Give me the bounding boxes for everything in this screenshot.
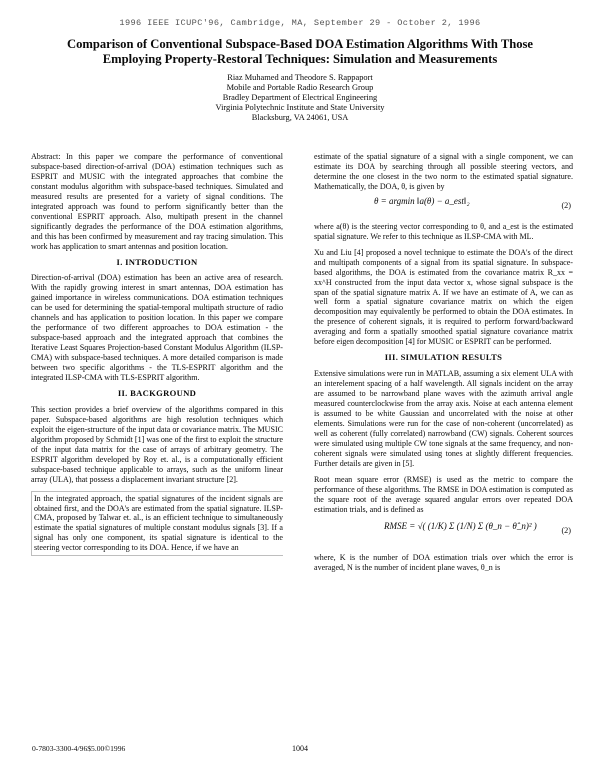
- simulation-paragraph: Extensive simulations were run in MATLAB, assuming a six element ULA with an interelement spacing of a half wavelength. All signals incident on the array are assumed to be narrowband plane waves with the azimuth arrival angle measured counterclockwise from the array axis. Noise at each antenna element is assumed to be white Gaussian and uncorrelated with the noise at other elements. Simulations were run for the case of non-coherent (uncorrelated) as well as coherent (fully correlated) narrowband (CW) signals. Coherent sources were simulated using multiple CW tone signals at the same frequency, and non-coherent signals were simulated using tones at slightly different frequencies. Further details are given in [5].: [314, 369, 573, 468]
- page-number: 1004: [292, 744, 308, 753]
- background-heading: II. BACKGROUND: [117, 387, 197, 398]
- equation-rmse: [314, 518, 573, 548]
- conference-header: 1996 IEEE ICUPC'96, Cambridge, MA, September 29 - October 2, 1996: [119, 18, 481, 28]
- author-department: Bradley Department of Electrical Engineering: [222, 93, 378, 103]
- simulation-results-heading: III. SIMULATION RESULTS: [384, 352, 503, 363]
- rmse-definition-paragraph: where, K is the number of DOA estimation trials over which the error is averaged, N is the number of incident plane waves, θ_n is: [314, 552, 573, 572]
- introduction-paragraph: Direction-of-arrival (DOA) estimation has been an active area of research. With the rapidly growing interest in smart antennas, DOA estimation has gained importance in wireless communications. DOA estimation techniques can be used for determining the spatial-temporal multipath structure of radio channels and has application to position location. In this paper we compare the performance of two different approaches to DOA estimation - the subspace-based approach and the integrated approach that combines the Iterative Least Squares Projection-based Constant Modulus Algorithm (ILSP-CMA) with subspace-based techniques. A more detailed comparison is made between two specific algorithms - the TLS-ESPRIT algorithm and the integrated ILSP-CMA with TLS-ESPRIT algorithm.: [31, 273, 283, 383]
- background-paragraph-1: This section provides a brief overview of the algorithms compared in this paper. Subspace-based algorithms are high resolution techniques which exploit the eigen-structure of the input data or covariance matrix. The MUSIC algorithm proposed by Schmidt [1] was one of the first to exploit the structure of the input data matrix for the case of arrays of arbitrary geometry. The ESPRIT algorithm developed by Roy et. al., is a computationally efficient subspace-based technique applicable to arrays, such as the uniform linear array (ULA), that possess a displacement invariant structure [2].: [31, 404, 283, 484]
- author-group: Mobile and Portable Radio Research Group: [226, 83, 374, 93]
- author-block: [100, 73, 500, 123]
- copyright-footer: 0-7803-3300-4/96$5.00©1996: [32, 744, 126, 753]
- author-university: Virginia Polytechnic Institute and State University: [215, 103, 385, 113]
- equation-rmse-number: (2): [561, 525, 571, 535]
- rmse-paragraph: Root mean square error (RMSE) is used as the metric to compare the performance of these algorithms. The RMSE in DOA estimation is computed as the square root of the average squared angular errors over repeated DOA estimation trials, and is defined as: [314, 474, 573, 514]
- equation-argmin: [314, 195, 573, 217]
- title-line-2: Employing Property-Restoral Techniques: Simulation and Measurements: [102, 51, 498, 66]
- right-column: [314, 152, 573, 578]
- equation-argmin-number: (2): [561, 200, 571, 210]
- author-location: Blacksburg, VA 24061, USA: [251, 113, 349, 123]
- paper-title: [20, 37, 580, 66]
- xu-liu-paragraph: Xu and Liu [4] proposed a novel technique to estimate the DOA's of the direct and multipath components of a signal from its spatial signature. In subspace-based algorithms, the DOA is estimated from the covariance matrix R_xx = xx^H constructed from the input data vector x, whose signal subspace is the span of the spatial signature matrix A. If we have an estimate of A, we can as well form a spatial signature covariance matrix on which the eigen decomposition may equivalently be performed to obtain the DOA estimates. In the presence of coherent signals, it is required to perform forward/backward averaging and form a spatially smoothed spatial signature covariance matrix before eigen decomposition [4] for MUSIC or ESPRIT can be performed.: [314, 247, 573, 347]
- equation-rmse-expression: RMSE = √( (1/K) Σ (1/N) Σ (θ_n − θ̂_n)² ): [384, 520, 537, 531]
- doa-estimate-paragraph: estimate of the spatial signature of a signal with a single component, we can estimate its DOA by searching through all possible steering vectors, and determine the one closest in the two norm to the estimated spatial signature. Mathematically, the DOA, θ, is given by: [314, 152, 573, 191]
- equation-argmin-expression: θ = argmin ‖a(θ) − a_est‖₂: [374, 195, 470, 206]
- steering-vector-paragraph: where a(θ) is the steering vector corresponding to θ, and a_est is the estimated spatial signature. We refer to this technique as ILSP-CMA with ML.: [314, 221, 573, 241]
- title-line-1: Comparison of Conventional Subspace-Based DOA Estimation Algorithms With Those: [66, 37, 534, 51]
- author-names: Riaz Muhamed and Theodore S. Rappaport: [227, 73, 373, 82]
- left-column: [31, 152, 283, 562]
- abstract-paragraph: Abstract: In this paper we compare the performance of conventional subspace-based direction-of-arrival (DOA) estimation techniques such as ESPRIT and MUSIC with the integrated approaches that combine the constant modulus algorithm with subspace-based techniques. Simulated and measured results are presented for a variety of signal conditions. The integrated approach was found to perform significantly better than the conventional ESPRIT approach. Also, multipath present in the channel significantly degrades the performance of the DOA estimation algorithms, and this has been confirmed by measurement and ray tracing simulation. This work has application to smart antennas and position location.: [31, 152, 283, 251]
- background-paragraph-2: In the integrated approach, the spatial signatures of the incident signals are obtained first, and the DOA's are estimated from the spatial signature. ILSP-CMA, proposed by Talwar et. al., is an efficient technique to simultaneously estimate the spatial signatures of multiple constant modulus signals [3]. If a signal has only one component, its spatial signature is identical to the steering vector corresponding to its DOA. Hence, if we have an: [31, 491, 283, 557]
- introduction-heading: I. INTRODUCTION: [116, 256, 198, 267]
